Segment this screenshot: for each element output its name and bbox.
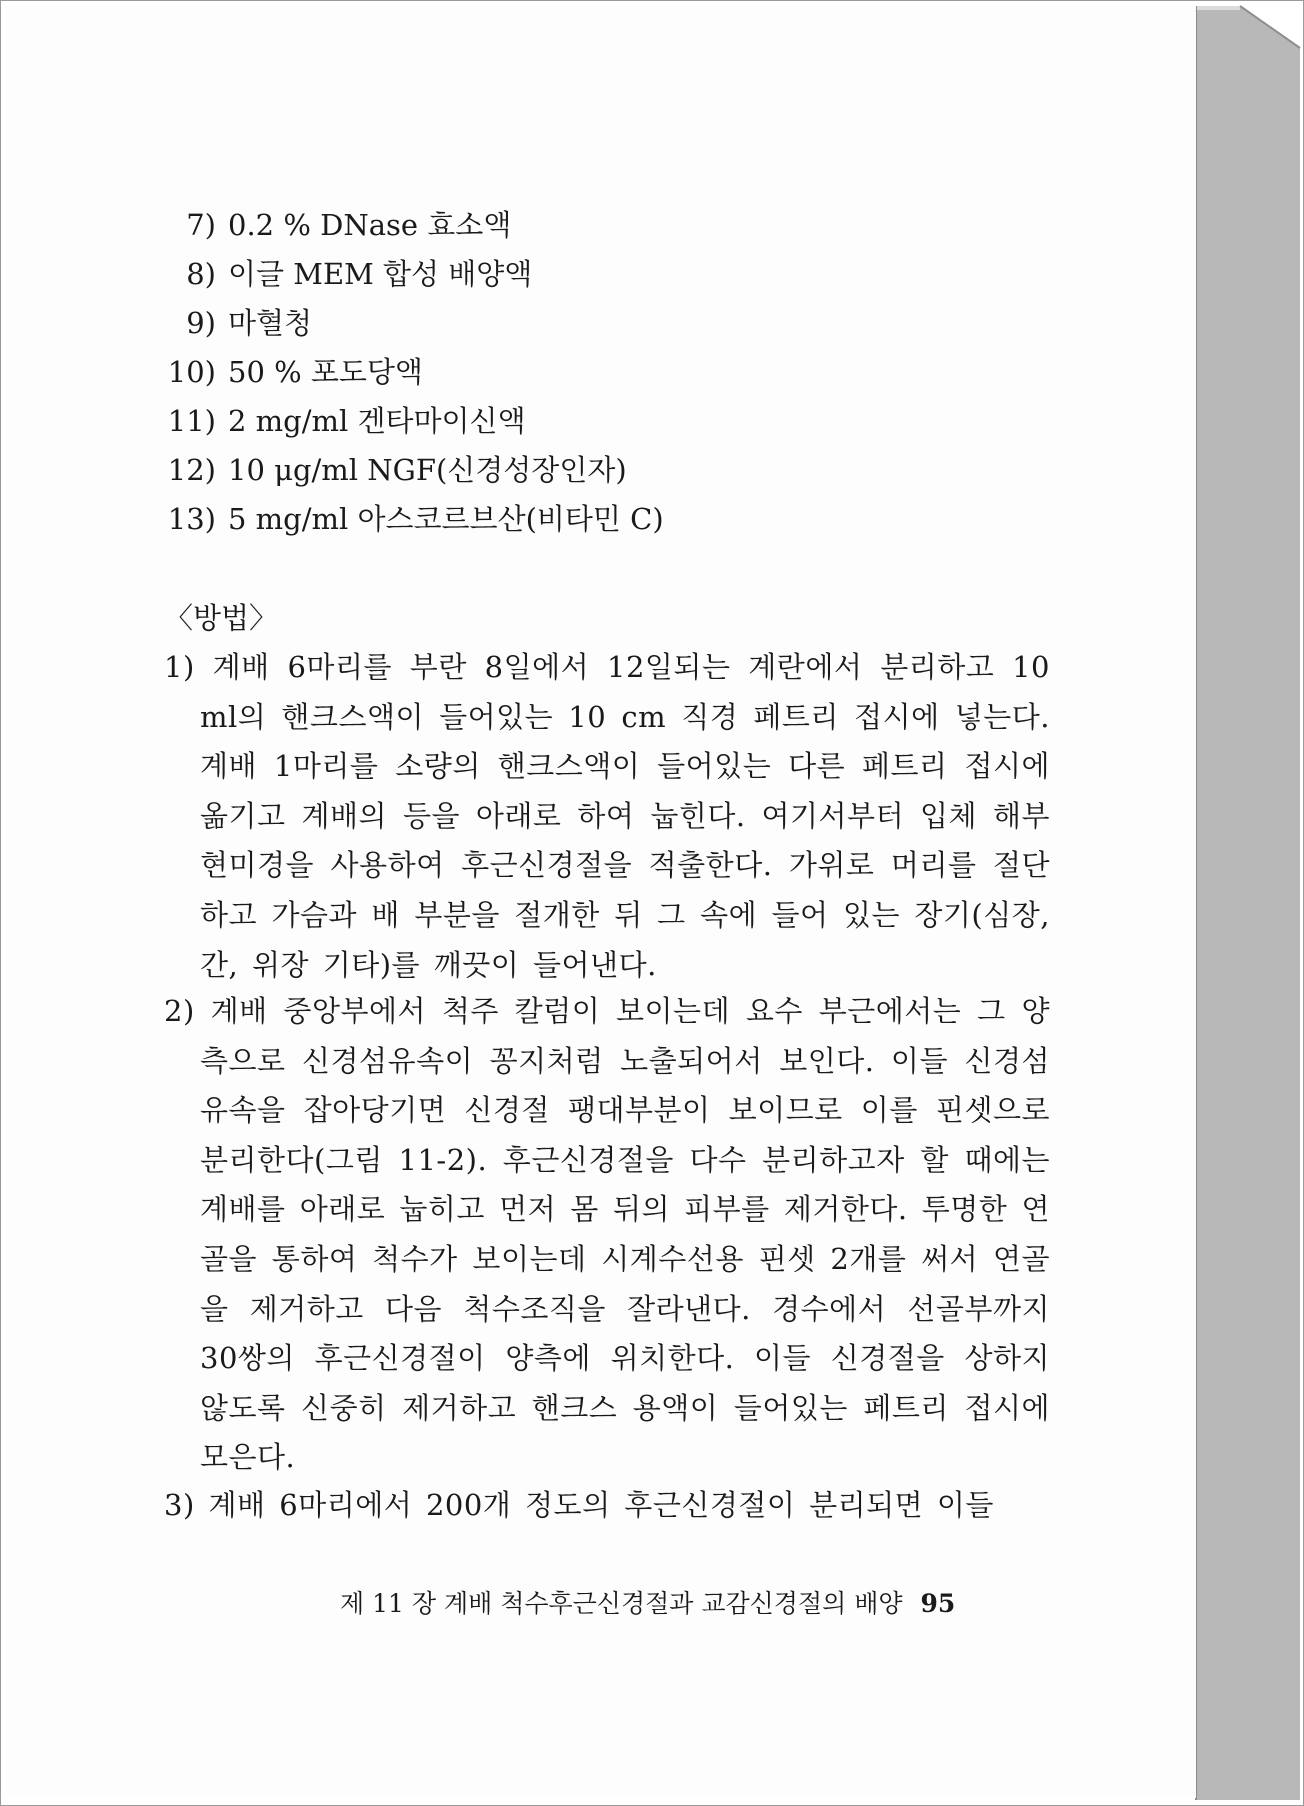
item-number: 8) [186, 257, 216, 291]
list-item [150, 450, 627, 490]
item-text: 2 mg/ml 겐타마이신액 [228, 404, 526, 438]
page-number: 95 [920, 1589, 956, 1618]
item-text: 이글 MEM 합성 배양액 [228, 257, 533, 291]
list-item [150, 254, 532, 294]
item-text: 50 % 포도당액 [228, 355, 423, 389]
method-heading: 〈방법〉 [164, 601, 279, 635]
item-text: 0.2 % DNase 효소액 [228, 208, 512, 242]
item-number: 10) [167, 355, 216, 389]
list-item [150, 499, 664, 539]
item-number: 7) [186, 208, 216, 242]
item-number: 11) [167, 404, 216, 438]
list-item [150, 401, 526, 441]
list-item [150, 303, 312, 343]
running-title: 제 11 장 계배 척수후근신경절과 교감신경절의 배양 [340, 1589, 903, 1618]
method-step-1: 1) 계배 6마리를 부란 8일에서 12일되는 계란에서 분리하고 10 ml의 핸크스액이 들어있는 10 cm 직경 페트리 접시에 넣는다. 계배 1마리를 소량의 핸크스액이 들어있는 다른 페트리 접시에 옮기고 계배의 등을 아래로 하여 눕힌다. 여기서부터 입체 해부현미경을 사용하여 후근신경절을 적출한다. 가위로 머리를 절단하고 가슴과 배 부분을 절개한 뒤 그 속에 들어 있는 장기(심장, 간, 위장 기타)를 깨끗이 들어낸다. [164, 650, 1050, 982]
item-number: 9) [186, 306, 216, 340]
list-item [150, 352, 423, 392]
item-number: 12) [167, 453, 216, 487]
item-text: 10 μg/ml NGF(신경성장인자) [228, 453, 627, 487]
page-footer [340, 1586, 955, 1622]
item-text: 5 mg/ml 아스코르브산(비타민 C) [228, 502, 664, 536]
item-text: 마혈청 [228, 306, 313, 340]
method-step-2: 2) 계배 중앙부에서 척주 칼럼이 보이는데 요수 부근에서는 그 양측으로 신경섬유속이 꽁지처럼 노출되어서 보인다. 이들 신경섬유속을 잡아당기면 신경절 팽대부분이 보이므로 이를 핀셋으로 분리한다(그림 11-2). 후근신경절을 다수 분리하고자 할 때에는 계배를 아래로 눕히고 먼저 몸 뒤의 피부를 제거한다. 투명한 연골을 통하여 척수가 보이는데 시계수선용 핀셋 2개를 써서 연골을 제거하고 다음 척수조직을 잘라낸다. 경수에서 선골부까지 30쌍의 후근신경절이 양측에 위치한다. 이들 신경절을 상하지 않도록 신중히 제거하고 핸크스 용액이 들어있는 페트리 접시에 모은다. [164, 994, 1050, 1475]
method-step-3: 3) 계배 6마리에서 200개 정도의 후근신경절이 분리되면 이들 [164, 1488, 994, 1522]
list-item [150, 205, 511, 245]
item-number: 13) [167, 502, 216, 536]
